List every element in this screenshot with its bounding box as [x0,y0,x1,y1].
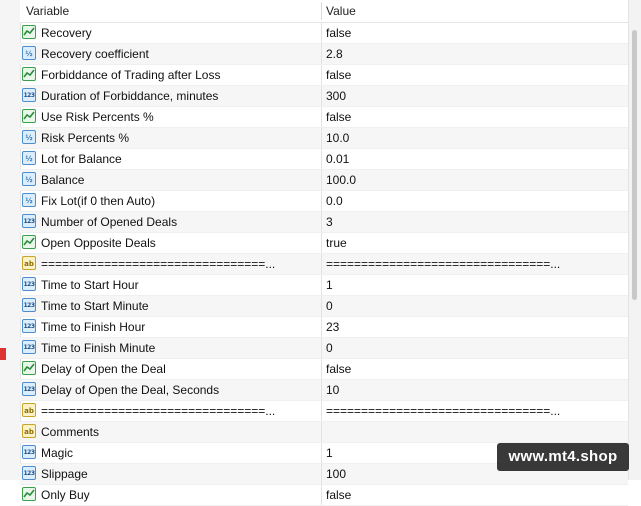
table-row[interactable] [20,149,628,170]
scrollbar-thumb[interactable] [632,30,637,300]
watermark: www.mt4.shop [497,443,629,471]
double-icon: ½ [22,172,36,186]
bool-icon [22,487,36,501]
variable-cell[interactable] [20,212,322,232]
table-row[interactable] [20,170,628,191]
bool-icon [22,25,36,39]
column-header-variable[interactable]: Variable [26,4,70,18]
table-row[interactable] [20,254,628,275]
value-cell[interactable] [322,359,628,379]
variable-name: Open Opposite Deals [41,236,156,250]
variable-cell[interactable] [20,170,322,190]
variable-name: Fix Lot(if 0 then Auto) [41,194,156,208]
variable-name: Number of Opened Deals [41,215,178,229]
variable-cell[interactable] [20,464,322,484]
table-row[interactable] [20,212,628,233]
variable-value[interactable]: 0 [326,299,333,313]
variable-value[interactable]: 3 [326,215,333,229]
variable-cell[interactable] [20,128,322,148]
vertical-scrollbar[interactable] [628,0,641,480]
table-row[interactable] [20,401,628,422]
table-row[interactable] [20,485,628,506]
int-icon: 123 [22,340,36,354]
variable-cell[interactable] [20,359,322,379]
value-cell[interactable] [322,296,628,316]
table-row[interactable] [20,338,628,359]
variable-value[interactable]: 2.8 [326,47,343,61]
variable-value[interactable]: false [326,26,352,40]
variable-cell[interactable] [20,149,322,169]
grid-rows [20,23,628,506]
double-icon: ½ [22,193,36,207]
variable-name: Balance [41,173,85,187]
int-icon: 123 [22,298,36,312]
value-cell[interactable] [322,107,628,127]
variable-cell[interactable] [20,65,322,85]
string-icon: ab [22,424,36,438]
value-cell[interactable] [322,275,628,295]
variable-name: ================================... [41,404,276,418]
bool-icon [22,109,36,123]
int-icon: 123 [22,466,36,480]
variable-name: Delay of Open the Deal [41,362,166,376]
variable-cell[interactable] [20,401,322,421]
variable-cell[interactable] [20,422,322,442]
variable-value[interactable]: 23 [326,320,340,334]
value-cell[interactable] [322,170,628,190]
variable-value[interactable]: false [326,488,352,502]
table-row[interactable] [20,422,628,443]
variable-value[interactable]: 0 [326,341,333,355]
variable-cell[interactable] [20,23,322,43]
table-row[interactable] [20,44,628,65]
int-icon: 123 [22,88,36,102]
variable-cell[interactable] [20,254,322,274]
variable-name: Time to Finish Minute [41,341,156,355]
int-icon: 123 [22,382,36,396]
double-icon: ½ [22,46,36,60]
variable-value[interactable]: 1 [326,446,333,460]
bool-icon [22,235,36,249]
table-row[interactable] [20,86,628,107]
variable-value[interactable]: false [326,68,352,82]
table-row[interactable] [20,359,628,380]
variable-cell[interactable] [20,338,322,358]
variable-name: Time to Start Minute [41,299,149,313]
int-icon: 123 [22,445,36,459]
variable-value[interactable]: true [326,236,347,250]
variable-value[interactable] [326,422,626,442]
variable-name: Time to Finish Hour [41,320,146,334]
bool-icon [22,67,36,81]
value-cell[interactable] [322,254,628,274]
int-icon: 123 [22,214,36,228]
variable-name: Recovery [41,26,92,40]
table-row[interactable] [20,317,628,338]
table-row[interactable] [20,233,628,254]
value-cell[interactable] [322,212,628,232]
value-cell[interactable] [322,380,628,400]
value-cell[interactable] [322,23,628,43]
column-header-value[interactable]: Value [326,4,356,18]
double-icon: ½ [22,151,36,165]
variable-value[interactable]: ================================... [326,257,561,271]
value-cell[interactable] [322,233,628,253]
variable-value[interactable]: 0.01 [326,152,350,166]
value-cell[interactable] [322,149,628,169]
value-cell[interactable] [322,317,628,337]
variable-cell[interactable] [20,485,322,505]
variable-cell[interactable] [20,443,322,463]
variable-value[interactable]: 100 [326,467,347,481]
table-row[interactable] [20,65,628,86]
table-row[interactable] [20,296,628,317]
variable-cell[interactable] [20,380,322,400]
value-cell[interactable] [322,191,628,211]
variable-name: Only Buy [41,488,90,502]
value-cell[interactable] [322,128,628,148]
value-cell[interactable] [322,422,628,442]
variable-name: Recovery coefficient [41,47,149,61]
string-icon: ab [22,256,36,270]
variable-cell[interactable] [20,107,322,127]
variable-value[interactable]: false [326,362,352,376]
variable-name: ================================... [41,257,276,271]
red-marker [0,348,6,360]
variable-value[interactable]: 10 [326,383,340,397]
column-divider[interactable] [321,2,322,20]
table-row[interactable] [20,23,628,44]
variable-name: Lot for Balance [41,152,122,166]
variable-value[interactable]: false [326,110,352,124]
variable-value[interactable]: ================================... [326,404,561,418]
string-icon: ab [22,403,36,417]
double-icon: ½ [22,130,36,144]
table-row[interactable] [20,128,628,149]
variable-name: Slippage [41,467,88,481]
value-cell[interactable] [322,338,628,358]
value-cell[interactable] [322,44,628,64]
variable-cell[interactable] [20,275,322,295]
variable-value[interactable]: 100.0 [326,173,357,187]
variable-name: Delay of Open the Deal, Seconds [41,383,220,397]
variable-name: Use Risk Percents % [41,110,154,124]
variable-cell[interactable] [20,296,322,316]
variable-cell[interactable] [20,44,322,64]
int-icon: 123 [22,277,36,291]
variable-value[interactable]: 10.0 [326,131,350,145]
variable-value[interactable]: 0.0 [326,194,343,208]
variable-name: Magic [41,446,74,460]
variable-name: Time to Start Hour [41,278,139,292]
table-row[interactable] [20,191,628,212]
variable-cell[interactable] [20,86,322,106]
table-row[interactable] [20,380,628,401]
table-row[interactable] [20,275,628,296]
value-cell[interactable] [322,65,628,85]
variable-name: Duration of Forbiddance, minutes [41,89,219,103]
grid-header [20,0,628,23]
variable-name: Risk Percents % [41,131,130,145]
bool-icon [22,361,36,375]
variable-name: Forbiddance of Trading after Loss [41,68,221,82]
variable-cell[interactable] [20,191,322,211]
int-icon: 123 [22,319,36,333]
inputs-grid [20,0,628,502]
variable-name: Comments [41,425,100,439]
value-cell[interactable] [322,86,628,106]
variable-cell[interactable] [20,317,322,337]
variable-value[interactable]: 1 [326,278,333,292]
value-cell[interactable] [322,485,628,505]
variable-value[interactable]: 300 [326,89,347,103]
variable-cell[interactable] [20,233,322,253]
left-panel-edge [0,0,21,480]
table-row[interactable] [20,107,628,128]
value-cell[interactable] [322,401,628,421]
